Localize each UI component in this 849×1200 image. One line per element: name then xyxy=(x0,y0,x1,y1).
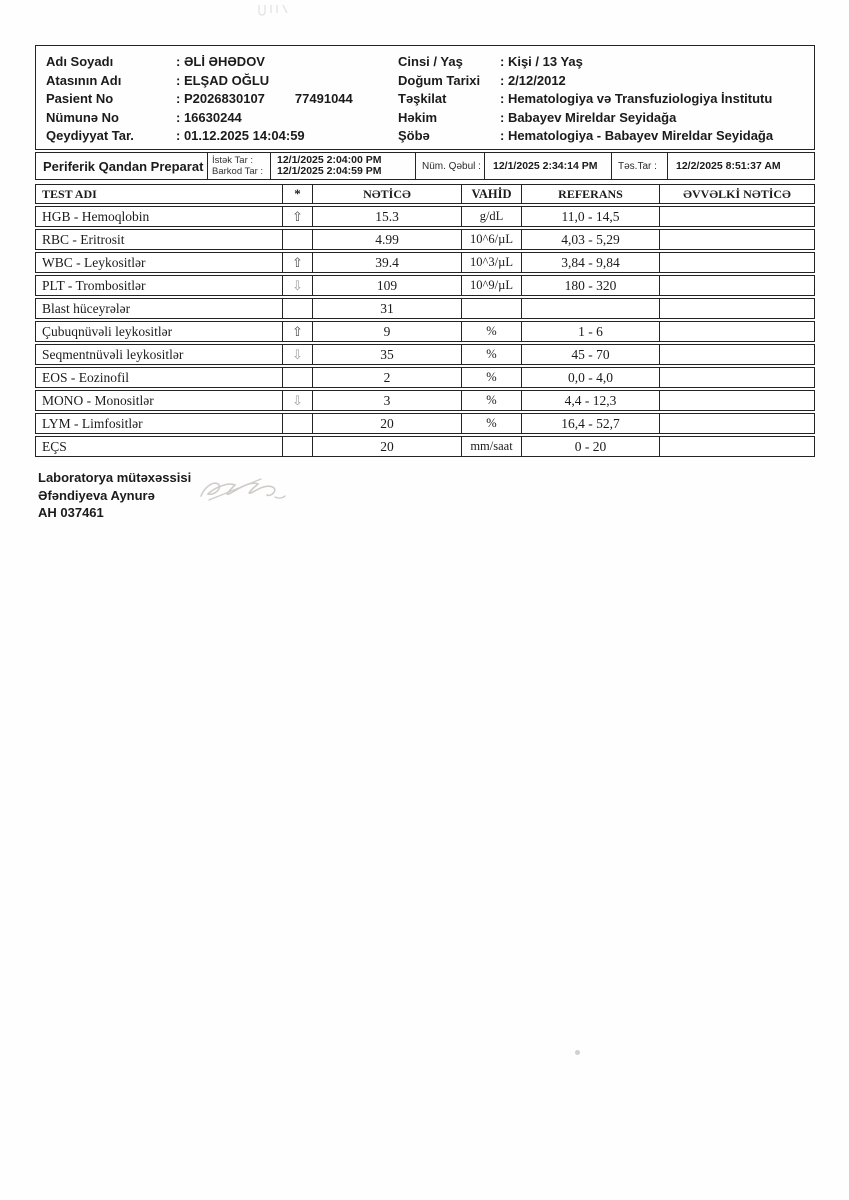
test-name: EÇS xyxy=(42,438,67,454)
patient-info-left xyxy=(36,51,394,143)
approve-date-label: Təs.Tar : xyxy=(611,153,667,179)
footer-block xyxy=(35,469,815,522)
flag-arrow-icon xyxy=(282,368,312,387)
unit-value: 10^6/µL xyxy=(461,230,521,249)
unit-value: 10^3/µL xyxy=(461,253,521,272)
info-label: Təşkilat xyxy=(398,91,447,106)
result-value: 9 xyxy=(312,322,461,341)
reference-range: 3,84 - 9,84 xyxy=(521,253,659,272)
info-value: : ƏLİ ƏHƏDOV xyxy=(176,54,265,69)
test-name: Çubuqnüvəli leykositlər xyxy=(42,323,173,339)
previous-result xyxy=(659,276,814,295)
table-row xyxy=(35,252,815,273)
info-label: Qeydiyyat Tar. xyxy=(46,128,134,143)
info-value: : 16630244 xyxy=(176,109,242,125)
unit-value xyxy=(461,299,521,318)
table-row xyxy=(35,321,815,342)
reference-range: 45 - 70 xyxy=(521,345,659,364)
request-date-label: İstək Tar : xyxy=(212,154,254,166)
info-row xyxy=(46,72,394,91)
info-row xyxy=(46,53,394,72)
info-value: : Kişi / 13 Yaş xyxy=(500,54,583,69)
request-date-value: 12/1/2025 2:04:00 PM xyxy=(277,153,382,166)
info-label: Cinsi / Yaş xyxy=(398,54,463,69)
flag-arrow-icon: ⇧ xyxy=(282,322,312,341)
info-value: : Hematologiya və Transfuziologiya İnstitutu xyxy=(500,91,773,106)
info-row xyxy=(46,90,394,109)
previous-result xyxy=(659,414,814,433)
info-value: : Babayev Mireldar Seyidağa xyxy=(500,109,677,125)
table-row xyxy=(35,436,815,457)
lab-specialist-id: AH 037461 xyxy=(38,505,104,520)
flag-arrow-icon: ⇧ xyxy=(282,207,312,226)
previous-result xyxy=(659,230,814,249)
lab-specialist-name: Əfəndiyeva Aynurə xyxy=(38,487,155,503)
test-name: EOS - Eozinofil xyxy=(42,369,129,385)
info-value: : 01.12.2025 14:04:59 xyxy=(176,128,305,143)
flag-arrow-icon xyxy=(282,414,312,433)
info-row xyxy=(46,109,394,128)
result-value: 20 xyxy=(312,437,461,456)
reference-range: 0 - 20 xyxy=(521,437,659,456)
table-row xyxy=(35,275,815,296)
test-name: HGB - Hemoqlobin xyxy=(42,208,150,224)
info-value: : 2/12/2012 xyxy=(500,72,566,88)
previous-result xyxy=(659,299,814,318)
test-name: Blast hüceyrələr xyxy=(42,300,131,316)
info-row xyxy=(398,72,814,91)
table-row xyxy=(35,413,815,434)
reference-range: 11,0 - 14,5 xyxy=(521,207,659,226)
result-value: 39.4 xyxy=(312,253,461,272)
table-row xyxy=(35,229,815,250)
unit-value: % xyxy=(461,391,521,410)
patient-info-right xyxy=(394,51,814,143)
result-value: 35 xyxy=(312,345,461,364)
flag-arrow-icon xyxy=(282,437,312,456)
reference-range: 4,03 - 5,29 xyxy=(521,230,659,249)
info-value: : P2026830107 xyxy=(176,91,265,106)
reference-range: 4,4 - 12,3 xyxy=(521,391,659,410)
info-label: Doğum Tarixi xyxy=(398,72,481,88)
info-label: Həkim xyxy=(398,109,438,125)
results-table-header xyxy=(35,184,815,204)
unit-value: g/dL xyxy=(461,207,521,226)
info-label: Atasının Adı xyxy=(46,72,122,88)
previous-result xyxy=(659,253,814,272)
header-evvelki-netice: ƏVVƏLKİ NƏTİCƏ xyxy=(659,185,814,203)
result-value: 109 xyxy=(312,276,461,295)
flag-arrow-icon: ⇩ xyxy=(282,345,312,364)
info-label: Pasient No xyxy=(46,91,114,106)
result-value: 2 xyxy=(312,368,461,387)
result-value: 3 xyxy=(312,391,461,410)
info-row xyxy=(398,53,814,72)
previous-result xyxy=(659,437,814,456)
info-row xyxy=(398,90,814,109)
info-row xyxy=(46,127,394,146)
test-name: MONO - Monositlər xyxy=(42,392,154,408)
flag-arrow-icon xyxy=(282,299,312,318)
unit-value: % xyxy=(461,368,521,387)
signature-scribble xyxy=(195,472,305,508)
result-value: 4.99 xyxy=(312,230,461,249)
request-barcode-dates xyxy=(270,153,415,179)
info-label: Şöbə xyxy=(398,128,430,143)
table-row xyxy=(35,206,815,227)
result-value: 15.3 xyxy=(312,207,461,226)
panel-title: Periferik Qandan Preparat xyxy=(43,158,204,174)
reference-range xyxy=(521,299,659,318)
flag-arrow-icon: ⇩ xyxy=(282,391,312,410)
info-value-extra: 77491044 xyxy=(294,91,353,106)
request-barcode-labels xyxy=(207,153,270,179)
header-vahid: VAHİD xyxy=(461,185,521,203)
table-row xyxy=(35,344,815,365)
patient-info-box xyxy=(35,45,815,150)
previous-result xyxy=(659,322,814,341)
table-row xyxy=(35,390,815,411)
reference-range: 16,4 - 52,7 xyxy=(521,414,659,433)
sample-accept-value: 12/1/2025 2:34:14 PM xyxy=(484,153,611,179)
info-label: Adı Soyadı xyxy=(46,54,114,69)
panel-header-row xyxy=(35,152,815,180)
reference-range: 0,0 - 4,0 xyxy=(521,368,659,387)
previous-result xyxy=(659,345,814,364)
previous-result xyxy=(659,368,814,387)
info-value: : Hematologiya - Babayev Mireldar Seyidağa xyxy=(500,128,774,143)
flag-arrow-icon: ⇩ xyxy=(282,276,312,295)
header-netice: NƏTİCƏ xyxy=(312,185,461,203)
unit-value: % xyxy=(461,345,521,364)
report-document xyxy=(35,45,815,522)
result-value: 20 xyxy=(312,414,461,433)
scan-artifact-dot xyxy=(575,1050,580,1055)
test-name: PLT - Trombositlər xyxy=(42,277,146,293)
info-row xyxy=(398,109,814,128)
barcode-date-label: Barkod Tar : xyxy=(212,166,264,177)
header-referans: REFERANS xyxy=(521,185,659,203)
reference-range: 1 - 6 xyxy=(521,322,659,341)
test-name: RBC - Eritrosit xyxy=(42,231,125,247)
result-value: 31 xyxy=(312,299,461,318)
flag-arrow-icon: ⇧ xyxy=(282,253,312,272)
reference-range: 180 - 320 xyxy=(521,276,659,295)
test-name: Seqmentnüvəli leykositlər xyxy=(42,346,184,362)
previous-result xyxy=(659,207,814,226)
scan-artifact-mark xyxy=(255,2,295,16)
unit-value: % xyxy=(461,414,521,433)
header-flag: * xyxy=(282,185,312,203)
test-name: WBC - Leykositlər xyxy=(42,254,146,270)
flag-arrow-icon xyxy=(282,230,312,249)
unit-value: % xyxy=(461,322,521,341)
approve-date-value: 12/2/2025 8:51:37 AM xyxy=(667,153,814,179)
sample-accept-label: Nüm. Qəbul : xyxy=(415,153,484,179)
barcode-date-value: 12/1/2025 2:04:59 PM xyxy=(277,165,382,177)
unit-value: 10^9/µL xyxy=(461,276,521,295)
test-name: LYM - Limfositlər xyxy=(42,415,143,431)
info-label: Nümunə No xyxy=(46,109,119,125)
info-row xyxy=(398,127,814,146)
lab-specialist-title: Laboratorya mütəxəssisi xyxy=(38,470,192,485)
header-test-adi: TEST ADI xyxy=(42,186,97,201)
results-table-body xyxy=(35,206,815,457)
table-row xyxy=(35,298,815,319)
previous-result xyxy=(659,391,814,410)
table-row xyxy=(35,367,815,388)
unit-value: mm/saat xyxy=(461,437,521,456)
info-value: : ELŞAD OĞLU xyxy=(176,72,270,88)
